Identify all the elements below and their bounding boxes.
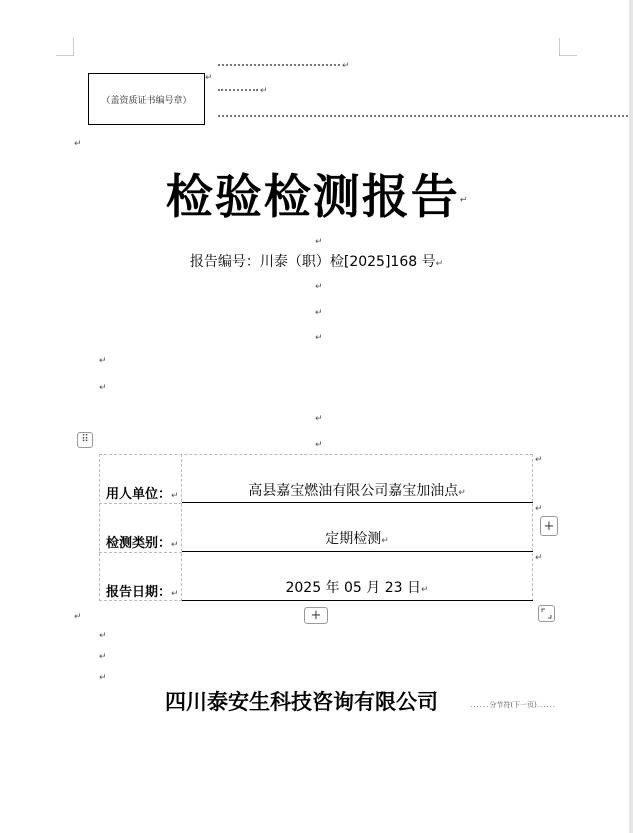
report-number-text: 报告编号：川泰（职）检[2025]168 号 [189,254,436,270]
paragraph-mark: ↵ [459,195,468,206]
table-row-divider [99,503,182,504]
paragraph-mark: ↵ [315,440,323,450]
cell-end-mark: ↵ [171,491,179,501]
section-break-label: 分节符(下一页) [489,701,537,709]
document-title-text: 检验检测报告 [165,170,460,225]
section-break-marker: ......分节符(下一页)...... [470,701,557,709]
top-right-crop-mark [559,38,577,56]
paragraph-mark: ↵ [315,237,323,247]
employer-value: 高县嘉宝燃油有限公司嘉宝加油点 [248,483,459,499]
value-underline [182,502,533,503]
table-row-label [106,483,179,502]
row-end-mark: ↵ [535,553,543,563]
add-row-button[interactable] [304,607,328,624]
inspection-type-label: 检测类别： [106,536,172,551]
row-end-mark: ↵ [535,455,543,465]
report-date-label: 报告日期： [106,585,172,600]
plus-icon: + [310,608,322,623]
table-row-value[interactable] [182,577,532,597]
cell-end-mark: ↵ [381,536,389,546]
stamp-placeholder-label: （盖资质证书编号章） [101,95,192,106]
move-handle-icon: ⠿ [81,434,89,445]
inspection-type-value: 定期检测 [325,531,382,547]
dotted-line-1 [218,64,340,66]
report-number [0,251,633,271]
paragraph-mark: ↵ [99,631,107,641]
table-row-value[interactable] [182,480,532,500]
paragraph-mark: ↵ [315,333,323,343]
row-end-mark: ↵ [535,504,543,514]
paragraph-mark: ↵ [315,308,323,318]
cell-end-mark: ↵ [171,540,179,550]
value-underline [182,600,533,601]
scrollbar-edge[interactable] [629,0,633,833]
table-resize-handle[interactable] [538,605,555,622]
employer-label: 用人单位： [106,487,172,502]
paragraph-mark: ↵ [99,383,107,393]
paragraph-mark: ↵ [74,612,82,622]
dotted-line-3 [218,115,628,117]
paragraph-mark: ↵ [315,282,323,292]
table-row-label [106,581,179,600]
table-row-value[interactable] [182,528,532,548]
plus-icon: + [543,518,555,534]
table-move-handle[interactable] [77,432,93,448]
paragraph-mark: ↵ [315,414,323,424]
stamp-box-mark: ↵ [205,73,213,83]
table-row-divider [99,552,182,553]
cell-end-mark: ↵ [458,488,466,498]
dotted-line-2 [218,89,258,91]
cell-end-mark: ↵ [171,589,179,599]
top-left-crop-mark [56,38,74,56]
value-underline [182,551,533,552]
paragraph-mark: ↵ [74,139,82,149]
paragraph-mark: ↵ [435,259,444,269]
report-date-value: 2025 年 05 月 23 日 [285,580,421,596]
add-column-button[interactable] [540,516,558,536]
paragraph-mark: ↵ [99,356,107,366]
company-name: 四川泰安生科技咨询有限公司 [165,689,438,714]
table-row-label [106,532,179,551]
paragraph-mark: ↵ [99,652,107,662]
document-title [0,160,633,227]
paragraph-mark: ↵ [260,86,268,96]
resize-icon [541,608,552,619]
paragraph-mark: ↵ [342,61,350,71]
cell-end-mark: ↵ [420,585,429,595]
stamp-placeholder-box [88,73,205,125]
paragraph-mark: ↵ [99,673,107,683]
